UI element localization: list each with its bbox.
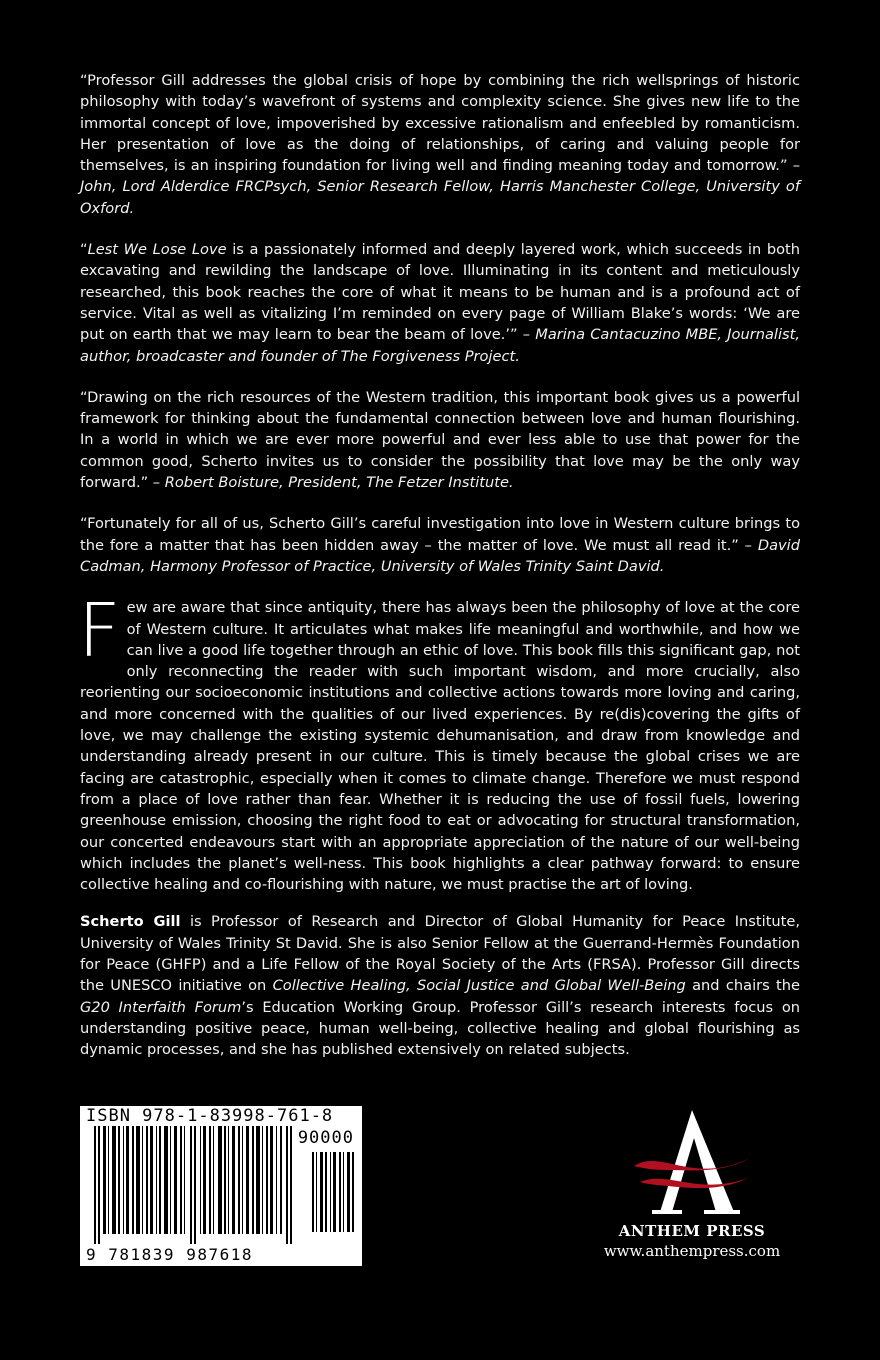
endorsement-quote-1: “Professor Gill addresses the global crisis of hope by combining the rich wellsprings of historic philosophy with today’s wavefront of systems and complexity science. She gives new life to the immortal concept of love, impoverished by excessive rationalism and enfeebled by romanticism. Her presentation of love as the doing of relationships, of caring and valuing people for themselves, is an inspiring foundation for living well and finding meaning today and tomorrow.” – John, Lord Alderdice FRCPsych, Senior Research Fellow, Harris Manchester College, University of Oxford.: [80, 72, 800, 217]
isbn-barcode: [80, 1106, 362, 1266]
book-description: Few are aware that since antiquity, there has always been the philosophy of love at the core of Western culture. It articulates what makes life meaningful and worthwhile, and how we can live a good life together through an ethic of love. This book fills this significant gap, not only reconnecting the reader with such important wisdom, and more crucially, also reorienting our socioeconomic institutions and collective actions towards more loving and caring, and more concerned with the qualities of our lived experiences. By re(dis)covering the gifts of love, we may challenge the existing systemic dehumanisation, and draw from knowledge and understanding already present in our culture. This is timely because the global crises we are facing are catastrophic, especially when it comes to climate change. Therefore we must respond from a place of love rather than fear. Whether it is reducing the use of fossil fuels, lowering greenhouse emission, choosing the right food to eat or advocating for structural transformation, our concerted endeavours start with an appropriate appreciation of the nature of our well-being which includes the planet’s well-ness. This book highlights a clear pathway forward: to ensure collective healing and co-flourishing with nature, we must practise the art of loving.: [78, 588, 800, 894]
publisher-logo: [582, 1108, 802, 1278]
endorsement-attribution-4: David Cadman, Harmony Professor of Practice, University of Wales Trinity Saint David.: [80, 536, 800, 575]
ean-digits: 9 781839 987618: [86, 1245, 253, 1264]
back-cover-text: [80, 70, 800, 1060]
anthem-a-logo-icon: [632, 1108, 752, 1218]
endorsement-attribution-3: Robert Boisture, President, The Fetzer Institute.: [164, 474, 514, 492]
endorsement-quote-4: “Fortunately for all of us, Scherto Gill’s careful investigation into love in Western culture brings to the fore a matter that has been hidden away – the matter of love. We must all read it.” – David Cadman, Harmony Professor of Practice, University of Wales Trinity Saint David.: [80, 515, 800, 575]
book-title-reference: Lest We Lose Love: [87, 241, 227, 259]
endorsement-quote-3: “Drawing on the rich resources of the Western tradition, this important book gives us a powerful framework for thinking about the fundamental connection between love and human flourishing. In a world in which we are ever more powerful and ever less able to use that power for the common good, Scherto invites us to consider the possibility that love may be the only way forward.” – Robert Boisture, President, The Fetzer Institute.: [80, 388, 800, 492]
ean-bars-icon: [94, 1126, 302, 1244]
drop-cap: F: [78, 588, 121, 675]
endorsement-attribution-2: Marina Cantacuzino MBE, Journalist, author, broadcaster and founder of The Forgiveness Project.: [80, 326, 800, 365]
isbn-label: ISBN 978-1-83998-761-8: [86, 1106, 334, 1126]
endorsement-attribution-1: John, Lord Alderdice FRCPsych, Senior Research Fellow, Harris Manchester College, University of Oxford.: [80, 178, 800, 217]
author-name: Scherto Gill: [80, 913, 181, 931]
author-bio: Scherto Gill is Professor of Research and Director of Global Humanity for Peace Institute, University of Wales Trinity St David. She is also Senior Fellow at the Guerrand-Hermès Foundation for Peace (GHFP) and a Life Fellow of the Royal Society of the Arts (FRSA). Professor Gill directs the UNESCO initiative on Collective Healing, Social Justice and Global Well-Being and chairs the G20 Interfaith Forum’s Education Working Group. Professor Gill’s research interests focus on understanding positive peace, human well-being, collective healing and global flourishing as dynamic processes, and she has published extensively on related subjects.: [80, 913, 801, 1059]
publisher-url[interactable]: www.anthempress.com: [603, 1242, 781, 1260]
endorsement-quote-2: “Lest We Lose Love is a passionately informed and deeply layered work, which succeeds in both excavating and rewilding the landscape of love. Illuminating in its content and meticulously researched, this book reaches the core of what it means to be human and is a profound act of service. Vital as well as vitalizing I’m reminded on every page of William Blake’s words: ‘We are put on earth that we may learn to bear the beam of love.’” – Marina Cantacuzino MBE, Journalist, author, broadcaster and founder of The Forgiveness Project.: [80, 241, 801, 365]
price-code: 90000: [297, 1128, 354, 1148]
addon-bars-icon: [312, 1152, 354, 1232]
publisher-name: ANTHEM PRESS: [618, 1222, 766, 1240]
